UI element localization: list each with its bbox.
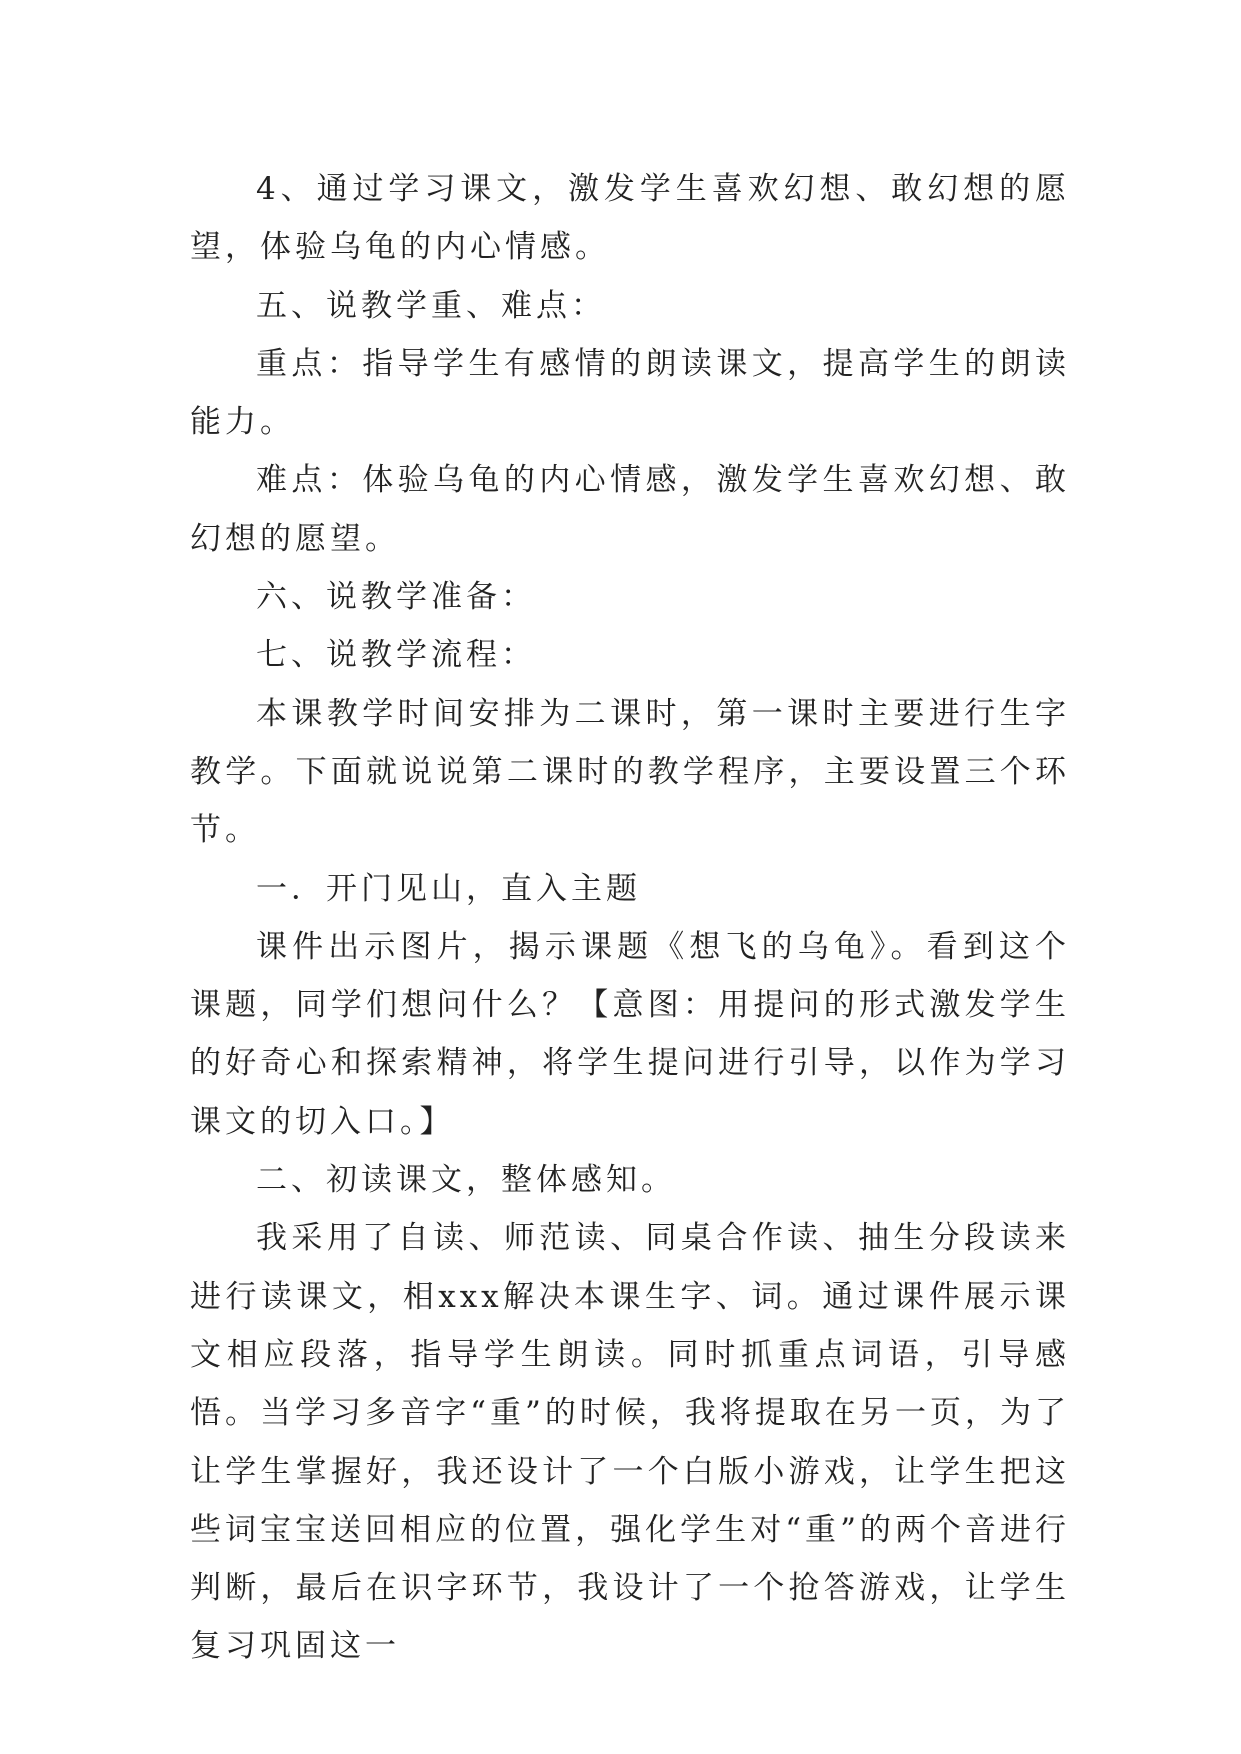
heading-step-one: 一．开门见山，直入主题 xyxy=(256,870,641,907)
heading-preparation: 六、说教学准备： xyxy=(256,579,536,616)
paragraph-key-point: 重点：指导学生有感情的朗读课文，提高学生的朗读能力。 xyxy=(190,345,1070,441)
document-body xyxy=(190,160,1070,1676)
paragraph-step-one: 课件出示图片，揭示课题《想飞的乌龟》。看到这个课题，同学们想问什么？【意图：用提问的形式激发学生的好奇心和探索精神，将学生提问进行引导，以作为学习课文的切入口。】 xyxy=(190,928,1070,1140)
paragraph-difficult-point: 难点：体验乌龟的内心情感，激发学生喜欢幻想、敢幻想的愿望。 xyxy=(190,462,1070,557)
heading-step-two: 二、初读课文，整体感知。 xyxy=(256,1162,676,1199)
paragraph-goal-4: 4、通过学习课文，激发学生喜欢幻想、敢幻想的愿望，体验乌龟的内心情感。 xyxy=(190,171,1070,266)
paragraph-schedule: 本课教学时间安排为二课时，第一课时主要进行生字教学。下面就说说第二课时的教学程序，主要设置三个环节。 xyxy=(190,695,1070,849)
heading-key-points: 五、说教学重、难点： xyxy=(256,287,606,324)
paragraph-step-two: 我采用了自读、师范读、同桌合作读、抽生分段读来进行读课文，相xxx解决本课生字、词。通过课件展示课文相应段落，指导学生朗读。同时抓重点词语，引导感悟。当学习多音字“重”的时候，我将提取在另一页，为了让学生掌握好，我还设计了一个白版小游戏，让学生把这些词宝宝送回相应的位置，强化学生对“重”的两个音进行判断，最后在识字环节，我设计了一个抢答游戏，让学生复习巩固这一 xyxy=(190,1220,1070,1665)
heading-teaching-process: 七、说教学流程： xyxy=(256,637,536,674)
